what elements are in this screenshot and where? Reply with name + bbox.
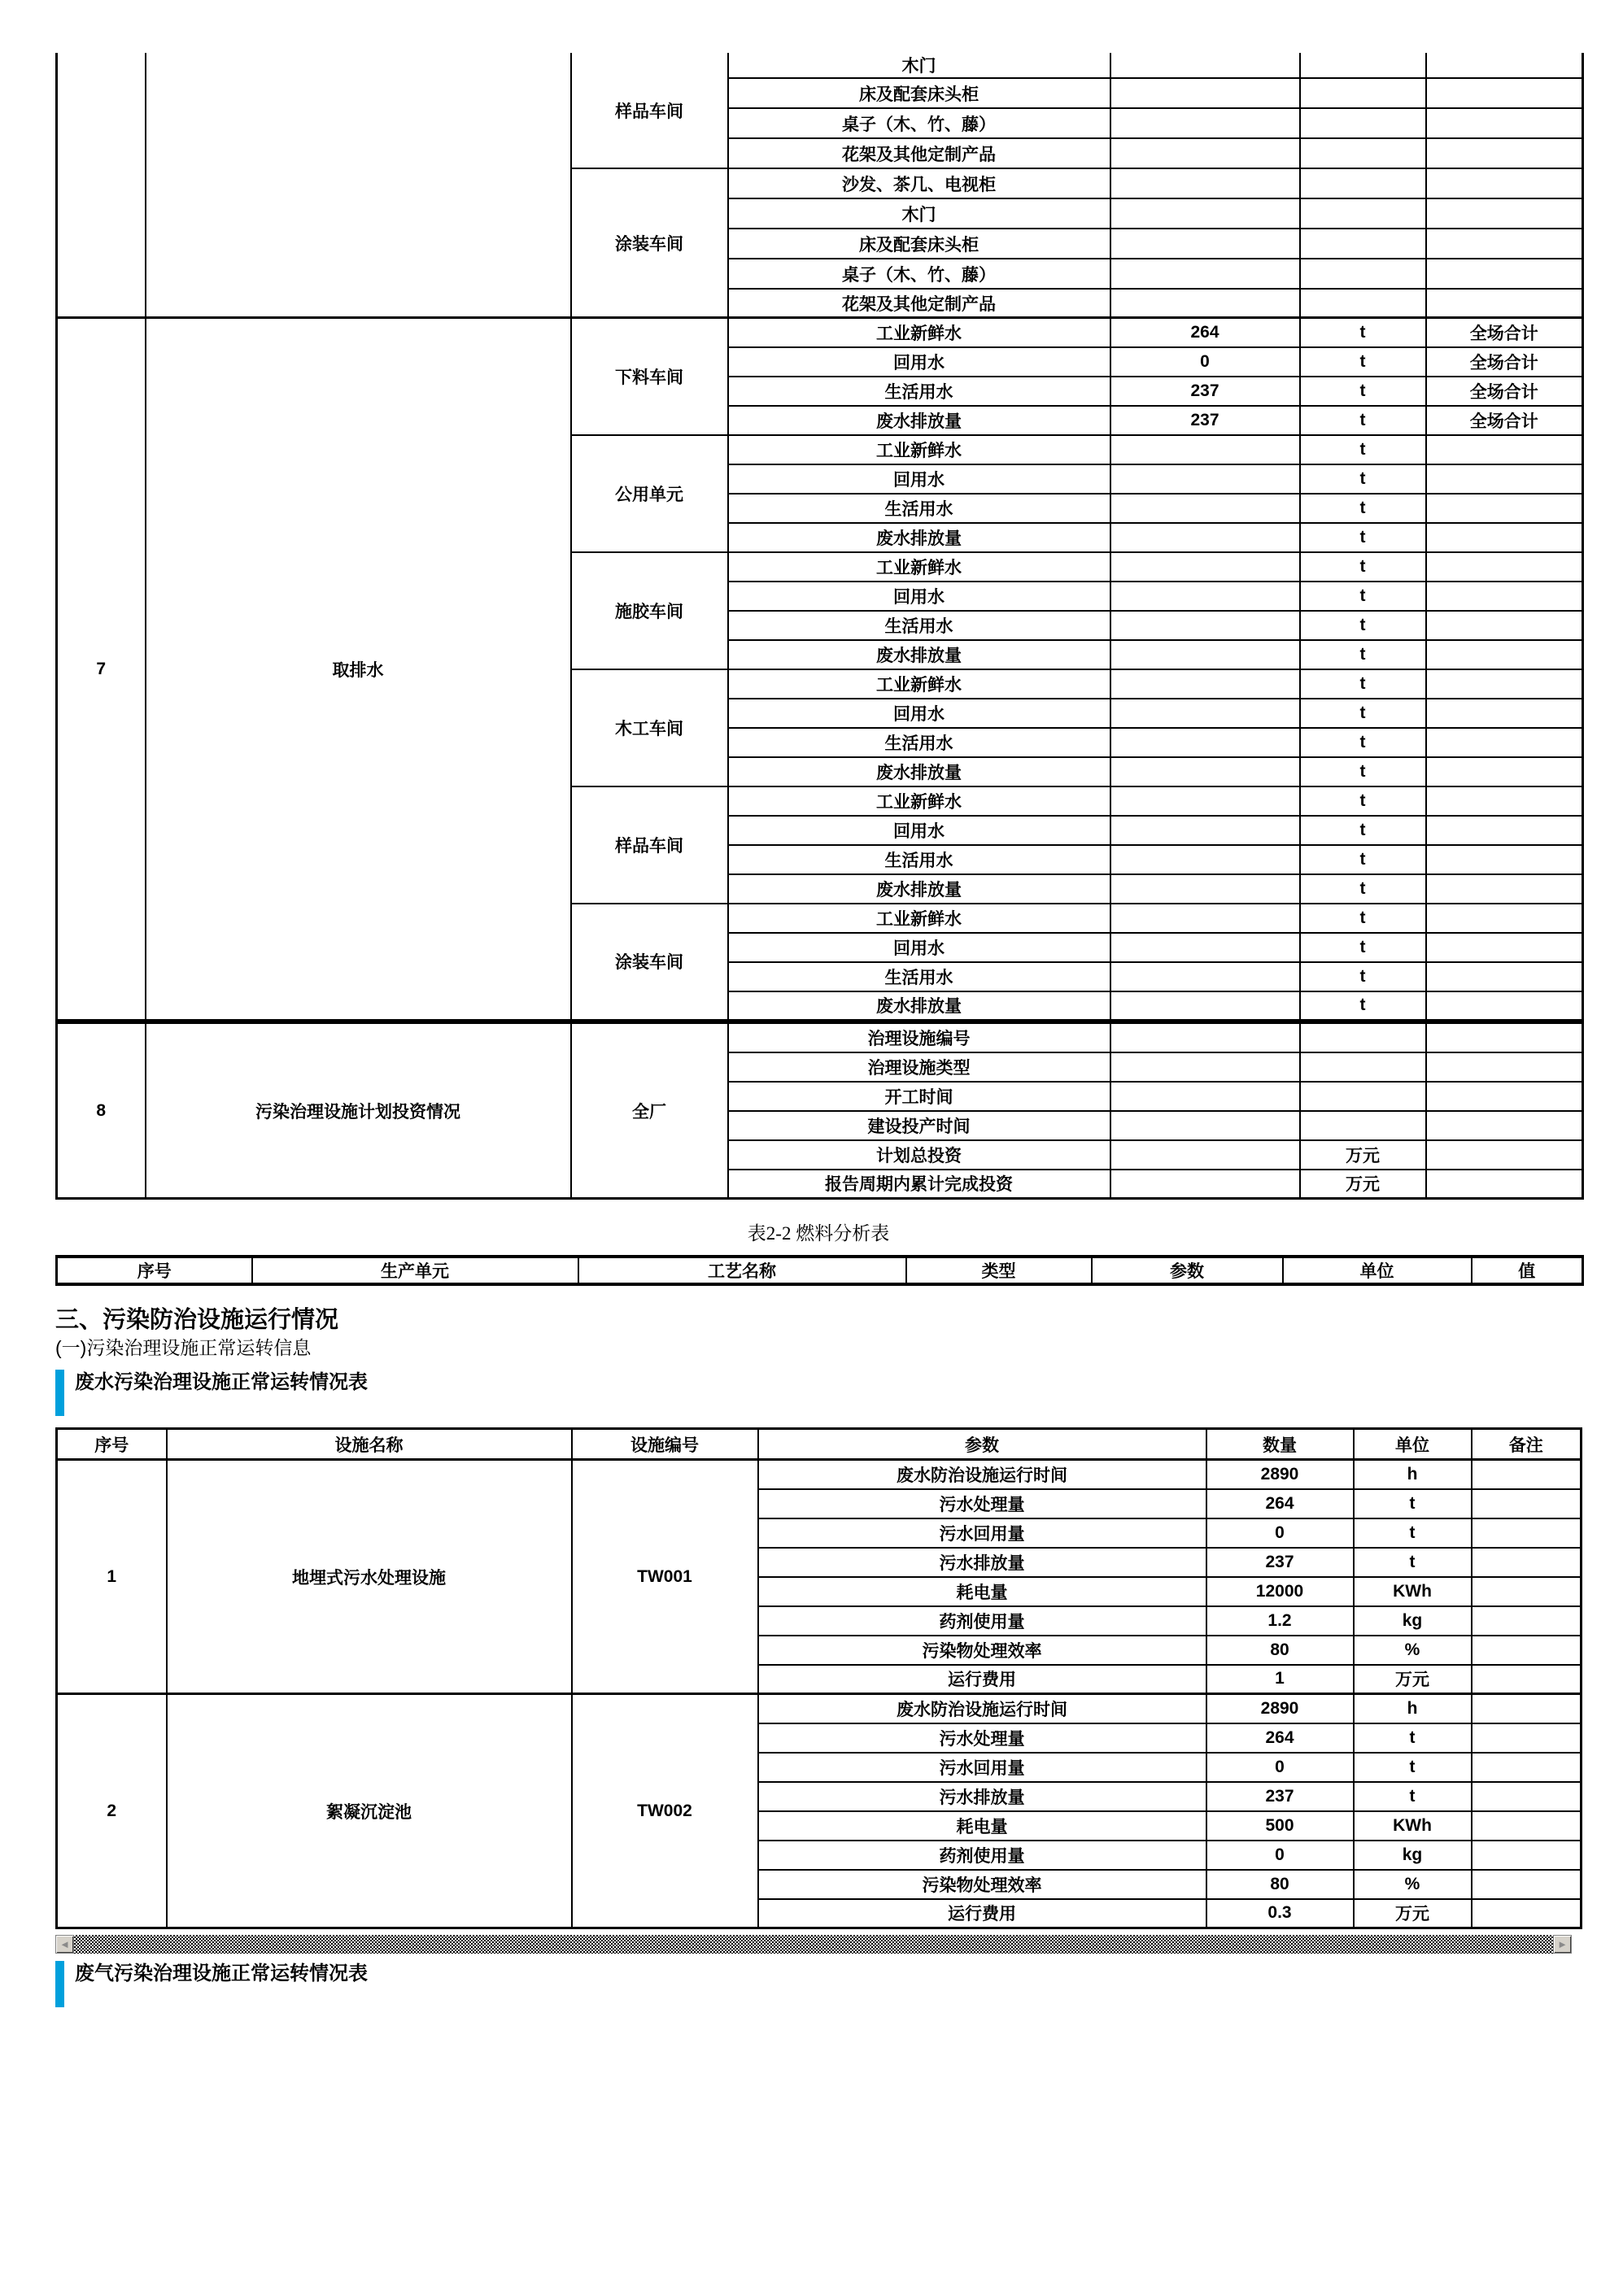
- unit-cell: [1300, 108, 1426, 138]
- unit-cell: h: [1354, 1460, 1472, 1489]
- value-cell: [1110, 991, 1300, 1021]
- unit-cell: [1300, 138, 1426, 168]
- note-cell: [1426, 138, 1583, 168]
- param-cell: 工业新鲜水: [728, 669, 1110, 699]
- table-row: [57, 318, 1583, 347]
- qty-cell: 500: [1206, 1811, 1354, 1841]
- scrollbar-track[interactable]: [74, 1935, 1553, 1954]
- ww-header-cell: 设施名称: [167, 1429, 572, 1460]
- unit-cell: t: [1300, 933, 1426, 962]
- param-cell: 污染物处理效率: [758, 1870, 1206, 1899]
- value-cell: [1110, 904, 1300, 933]
- value-cell: [1110, 816, 1300, 845]
- fuel-header-cell: 序号: [57, 1257, 252, 1284]
- param-cell: 回用水: [728, 933, 1110, 962]
- value-cell: [1110, 1082, 1300, 1111]
- note-cell: [1472, 1665, 1582, 1694]
- value-cell: [1110, 259, 1300, 289]
- param-cell: 工业新鲜水: [728, 904, 1110, 933]
- table-row: [57, 1460, 1582, 1489]
- note-cell: [1472, 1723, 1582, 1753]
- value-cell: [1110, 168, 1300, 198]
- note-cell: [1426, 933, 1583, 962]
- param-cell: 药剂使用量: [758, 1606, 1206, 1636]
- treatment-investment-table: [55, 1022, 1584, 1200]
- value-cell: [1110, 1170, 1300, 1199]
- qty-cell: 80: [1206, 1636, 1354, 1665]
- workshop-cell: 全厂: [571, 1023, 728, 1199]
- unit-cell: t: [1300, 435, 1426, 464]
- note-cell: [1472, 1489, 1582, 1518]
- param-cell: 生活用水: [728, 611, 1110, 640]
- qty-cell: 0: [1206, 1753, 1354, 1782]
- param-cell: 运行费用: [758, 1665, 1206, 1694]
- value-cell: [1110, 728, 1300, 757]
- value-cell: [1110, 289, 1300, 319]
- table-row: [57, 53, 1583, 78]
- unit-cell: %: [1354, 1636, 1472, 1665]
- note-cell: [1426, 168, 1583, 198]
- param-cell: 污染物处理效率: [758, 1636, 1206, 1665]
- ww-header-cell: 序号: [57, 1429, 167, 1460]
- param-cell: 污水回用量: [758, 1753, 1206, 1782]
- ww-header-cell: 单位: [1354, 1429, 1472, 1460]
- param-cell: 运行费用: [758, 1899, 1206, 1928]
- unit-cell: kg: [1354, 1606, 1472, 1636]
- fuel-header-row: [57, 1257, 1583, 1284]
- unit-cell: t: [1300, 347, 1426, 377]
- param-cell: 药剂使用量: [758, 1841, 1206, 1870]
- value-cell: 264: [1110, 318, 1300, 347]
- product-cell: 床及配套床头柜: [728, 78, 1110, 108]
- unit-cell: 万元: [1354, 1665, 1472, 1694]
- param-cell: 回用水: [728, 347, 1110, 377]
- value-cell: [1110, 611, 1300, 640]
- unit-cell: t: [1300, 582, 1426, 611]
- unit-cell: [1300, 53, 1426, 78]
- fuel-header-cell: 工艺名称: [578, 1257, 906, 1284]
- note-cell: [1426, 582, 1583, 611]
- production-continuation-table: [55, 53, 1584, 320]
- value-cell: [1110, 523, 1300, 552]
- product-cell: 桌子（木、竹、藤）: [728, 259, 1110, 289]
- param-cell: 回用水: [728, 464, 1110, 494]
- fuel-header-cell: 类型: [906, 1257, 1092, 1284]
- note-cell: [1472, 1782, 1582, 1811]
- product-cell: 木门: [728, 53, 1110, 78]
- wastewater-table-title: 废水污染治理设施正常运转情况表: [75, 1371, 368, 1393]
- section-name-cell: [146, 53, 571, 319]
- unit-cell: t: [1354, 1489, 1472, 1518]
- note-cell: [1426, 991, 1583, 1021]
- workshop-cell: 下料车间: [571, 318, 728, 435]
- qty-cell: 1.2: [1206, 1606, 1354, 1636]
- product-cell: 木门: [728, 198, 1110, 229]
- note-cell: 全场合计: [1426, 377, 1583, 406]
- qty-cell: 0: [1206, 1518, 1354, 1548]
- unit-cell: [1300, 1023, 1426, 1052]
- facility-code-cell: TW001: [572, 1460, 758, 1694]
- param-cell: 工业新鲜水: [728, 552, 1110, 582]
- param-cell: 回用水: [728, 816, 1110, 845]
- note-cell: [1426, 874, 1583, 904]
- param-cell: 回用水: [728, 582, 1110, 611]
- param-cell: 报告周期内累计完成投资: [728, 1170, 1110, 1199]
- unit-cell: 万元: [1300, 1140, 1426, 1170]
- unit-cell: t: [1300, 904, 1426, 933]
- note-cell: [1426, 198, 1583, 229]
- unit-cell: t: [1354, 1753, 1472, 1782]
- param-cell: 工业新鲜水: [728, 435, 1110, 464]
- value-cell: [1110, 1111, 1300, 1140]
- note-cell: [1426, 523, 1583, 552]
- ww-header-cell: 数量: [1206, 1429, 1354, 1460]
- value-cell: [1110, 494, 1300, 523]
- section-name-cell: 取排水: [146, 318, 571, 1021]
- note-cell: [1426, 494, 1583, 523]
- unit-cell: KWh: [1354, 1811, 1472, 1841]
- product-cell: 花架及其他定制产品: [728, 289, 1110, 319]
- param-cell: 生活用水: [728, 494, 1110, 523]
- param-cell: 废水排放量: [728, 991, 1110, 1021]
- note-cell: [1426, 1082, 1583, 1111]
- value-cell: [1110, 933, 1300, 962]
- unit-cell: [1300, 1052, 1426, 1082]
- unit-cell: KWh: [1354, 1577, 1472, 1606]
- note-cell: [1426, 904, 1583, 933]
- param-cell: 废水防治设施运行时间: [758, 1694, 1206, 1723]
- fuel-header-cell: 生产单元: [252, 1257, 578, 1284]
- unit-cell: t: [1300, 757, 1426, 786]
- value-cell: [1110, 669, 1300, 699]
- param-cell: 计划总投资: [728, 1140, 1110, 1170]
- qty-cell: 237: [1206, 1782, 1354, 1811]
- param-cell: 污水排放量: [758, 1782, 1206, 1811]
- param-cell: 废水排放量: [728, 523, 1110, 552]
- note-cell: [1426, 669, 1583, 699]
- param-cell: 建设投产时间: [728, 1111, 1110, 1140]
- wastewater-treatment-table: [55, 1427, 1582, 1929]
- note-cell: [1472, 1870, 1582, 1899]
- product-cell: 床及配套床头柜: [728, 229, 1110, 259]
- product-cell: 花架及其他定制产品: [728, 138, 1110, 168]
- value-cell: [1110, 786, 1300, 816]
- unit-cell: t: [1354, 1723, 1472, 1753]
- workshop-cell: 公用单元: [571, 435, 728, 552]
- param-cell: 回用水: [728, 699, 1110, 728]
- workshop-cell: 样品车间: [571, 53, 728, 168]
- note-cell: [1426, 552, 1583, 582]
- section-subheading: (一)污染治理设施正常运转信息: [55, 1337, 312, 1358]
- note-cell: [1426, 259, 1583, 289]
- fuel-header-cell: 单位: [1283, 1257, 1472, 1284]
- note-cell: [1426, 816, 1583, 845]
- note-cell: [1426, 435, 1583, 464]
- param-cell: 耗电量: [758, 1577, 1206, 1606]
- unit-cell: [1300, 229, 1426, 259]
- value-cell: 237: [1110, 377, 1300, 406]
- section-heading: 三、污染防治设施运行情况: [55, 1307, 339, 1333]
- unit-cell: t: [1300, 494, 1426, 523]
- param-cell: 污水处理量: [758, 1489, 1206, 1518]
- note-cell: [1426, 1052, 1583, 1082]
- workshop-cell: 涂装车间: [571, 904, 728, 1021]
- param-cell: 废水排放量: [728, 874, 1110, 904]
- workshop-cell: 样品车间: [571, 786, 728, 904]
- param-cell: 污水回用量: [758, 1518, 1206, 1548]
- unit-cell: [1300, 259, 1426, 289]
- note-cell: 全场合计: [1426, 347, 1583, 377]
- param-cell: 生活用水: [728, 845, 1110, 874]
- value-cell: [1110, 640, 1300, 669]
- waste-gas-table-title: 废气污染治理设施正常运转情况表: [75, 1963, 368, 1984]
- unit-cell: t: [1300, 406, 1426, 435]
- workshop-cell: 涂装车间: [571, 168, 728, 319]
- fuel-header-cell: 参数: [1092, 1257, 1283, 1284]
- qty-cell: 0: [1206, 1841, 1354, 1870]
- unit-cell: h: [1354, 1694, 1472, 1723]
- value-cell: [1110, 108, 1300, 138]
- horizontal-scrollbar[interactable]: [55, 1935, 1572, 1954]
- value-cell: [1110, 53, 1300, 78]
- note-cell: [1426, 229, 1583, 259]
- wastewater-title-marker: [55, 1370, 64, 1416]
- product-cell: 沙发、茶几、电视柜: [728, 168, 1110, 198]
- value-cell: [1110, 582, 1300, 611]
- note-cell: [1426, 728, 1583, 757]
- note-cell: [1472, 1606, 1582, 1636]
- unit-cell: %: [1354, 1870, 1472, 1899]
- unit-cell: t: [1300, 464, 1426, 494]
- unit-cell: t: [1354, 1518, 1472, 1548]
- fuel-analysis-table: [55, 1255, 1584, 1286]
- param-cell: 生活用水: [728, 728, 1110, 757]
- facility-serial-cell: 1: [57, 1460, 167, 1694]
- value-cell: [1110, 464, 1300, 494]
- table-row: [57, 1694, 1582, 1723]
- note-cell: [1426, 464, 1583, 494]
- qty-cell: 80: [1206, 1870, 1354, 1899]
- unit-cell: t: [1300, 552, 1426, 582]
- unit-cell: [1300, 1082, 1426, 1111]
- value-cell: [1110, 435, 1300, 464]
- unit-cell: t: [1300, 611, 1426, 640]
- note-cell: [1472, 1577, 1582, 1606]
- unit-cell: [1300, 289, 1426, 319]
- param-cell: 耗电量: [758, 1811, 1206, 1841]
- unit-cell: t: [1300, 669, 1426, 699]
- unit-cell: t: [1300, 377, 1426, 406]
- qty-cell: 0.3: [1206, 1899, 1354, 1928]
- note-cell: [1426, 1023, 1583, 1052]
- note-cell: [1426, 640, 1583, 669]
- param-cell: 废水防治设施运行时间: [758, 1460, 1206, 1489]
- unit-cell: t: [1354, 1548, 1472, 1577]
- note-cell: [1426, 1170, 1583, 1199]
- serial-cell: 8: [57, 1023, 146, 1199]
- unit-cell: t: [1300, 728, 1426, 757]
- value-cell: [1110, 229, 1300, 259]
- note-cell: [1426, 786, 1583, 816]
- unit-cell: [1300, 198, 1426, 229]
- note-cell: [1472, 1518, 1582, 1548]
- value-cell: 0: [1110, 347, 1300, 377]
- qty-cell: 264: [1206, 1489, 1354, 1518]
- unit-cell: 万元: [1354, 1899, 1472, 1928]
- workshop-cell: 施胶车间: [571, 552, 728, 669]
- product-cell: 桌子（木、竹、藤）: [728, 108, 1110, 138]
- unit-cell: t: [1300, 845, 1426, 874]
- value-cell: [1110, 552, 1300, 582]
- qty-cell: 12000: [1206, 1577, 1354, 1606]
- value-cell: [1110, 198, 1300, 229]
- waste-gas-title-marker: [55, 1961, 64, 2007]
- value-cell: [1110, 845, 1300, 874]
- unit-cell: t: [1300, 523, 1426, 552]
- param-cell: 生活用水: [728, 962, 1110, 991]
- note-cell: [1472, 1694, 1582, 1723]
- unit-cell: [1300, 1111, 1426, 1140]
- note-cell: [1426, 53, 1583, 78]
- note-cell: [1472, 1899, 1582, 1928]
- unit-cell: t: [1300, 962, 1426, 991]
- unit-cell: t: [1300, 640, 1426, 669]
- fuel-header-cell: 值: [1472, 1257, 1583, 1284]
- note-cell: [1426, 1140, 1583, 1170]
- param-cell: 工业新鲜水: [728, 318, 1110, 347]
- note-cell: [1426, 1111, 1583, 1140]
- qty-cell: 2890: [1206, 1694, 1354, 1723]
- note-cell: [1426, 108, 1583, 138]
- qty-cell: 237: [1206, 1548, 1354, 1577]
- note-cell: [1472, 1460, 1582, 1489]
- param-cell: 生活用水: [728, 377, 1110, 406]
- param-cell: 废水排放量: [728, 406, 1110, 435]
- section-name-cell: 污染治理设施计划投资情况: [146, 1023, 571, 1199]
- unit-cell: t: [1300, 874, 1426, 904]
- fuel-table-caption: 表2-2 燃料分析表: [747, 1223, 890, 1244]
- value-cell: [1110, 138, 1300, 168]
- note-cell: [1426, 611, 1583, 640]
- unit-cell: t: [1300, 991, 1426, 1021]
- note-cell: [1426, 78, 1583, 108]
- ww-header-cell: 备注: [1472, 1429, 1582, 1460]
- unit-cell: [1300, 168, 1426, 198]
- note-cell: [1472, 1636, 1582, 1665]
- unit-cell: t: [1300, 816, 1426, 845]
- facility-serial-cell: 2: [57, 1694, 167, 1928]
- note-cell: [1426, 845, 1583, 874]
- param-cell: 开工时间: [728, 1082, 1110, 1111]
- qty-cell: 264: [1206, 1723, 1354, 1753]
- value-cell: [1110, 1023, 1300, 1052]
- value-cell: [1110, 699, 1300, 728]
- note-cell: [1472, 1548, 1582, 1577]
- note-cell: [1426, 757, 1583, 786]
- facility-code-cell: TW002: [572, 1694, 758, 1928]
- scroll-left-button[interactable]: ◄: [55, 1935, 74, 1954]
- qty-cell: 1: [1206, 1665, 1354, 1694]
- facility-name-cell: 絮凝沉淀池: [167, 1694, 572, 1928]
- note-cell: 全场合计: [1426, 318, 1583, 347]
- unit-cell: t: [1300, 699, 1426, 728]
- param-cell: 工业新鲜水: [728, 786, 1110, 816]
- note-cell: [1426, 962, 1583, 991]
- note-cell: [1472, 1841, 1582, 1870]
- value-cell: [1110, 874, 1300, 904]
- value-cell: [1110, 78, 1300, 108]
- note-cell: 全场合计: [1426, 406, 1583, 435]
- serial-cell: [57, 53, 146, 319]
- note-cell: [1426, 699, 1583, 728]
- unit-cell: t: [1300, 318, 1426, 347]
- serial-cell: 7: [57, 318, 146, 1021]
- value-cell: 237: [1110, 406, 1300, 435]
- value-cell: [1110, 757, 1300, 786]
- workshop-cell: 木工车间: [571, 669, 728, 786]
- ww-header-cell: 参数: [758, 1429, 1206, 1460]
- ww-header-cell: 设施编号: [572, 1429, 758, 1460]
- value-cell: [1110, 1052, 1300, 1082]
- table-row: [57, 1429, 1582, 1460]
- value-cell: [1110, 1140, 1300, 1170]
- table-row: [57, 1023, 1583, 1052]
- param-cell: 废水排放量: [728, 757, 1110, 786]
- param-cell: 废水排放量: [728, 640, 1110, 669]
- note-cell: [1472, 1811, 1582, 1841]
- facility-name-cell: 地埋式污水处理设施: [167, 1460, 572, 1694]
- unit-cell: 万元: [1300, 1170, 1426, 1199]
- qty-cell: 2890: [1206, 1460, 1354, 1489]
- unit-cell: kg: [1354, 1841, 1472, 1870]
- value-cell: [1110, 962, 1300, 991]
- scroll-right-button[interactable]: ►: [1553, 1935, 1572, 1954]
- note-cell: [1472, 1753, 1582, 1782]
- param-cell: 治理设施类型: [728, 1052, 1110, 1082]
- param-cell: 治理设施编号: [728, 1023, 1110, 1052]
- param-cell: 污水排放量: [758, 1548, 1206, 1577]
- unit-cell: t: [1300, 786, 1426, 816]
- unit-cell: [1300, 78, 1426, 108]
- unit-cell: t: [1354, 1782, 1472, 1811]
- water-intake-discharge-table: [55, 316, 1584, 1022]
- note-cell: [1426, 289, 1583, 319]
- param-cell: 污水处理量: [758, 1723, 1206, 1753]
